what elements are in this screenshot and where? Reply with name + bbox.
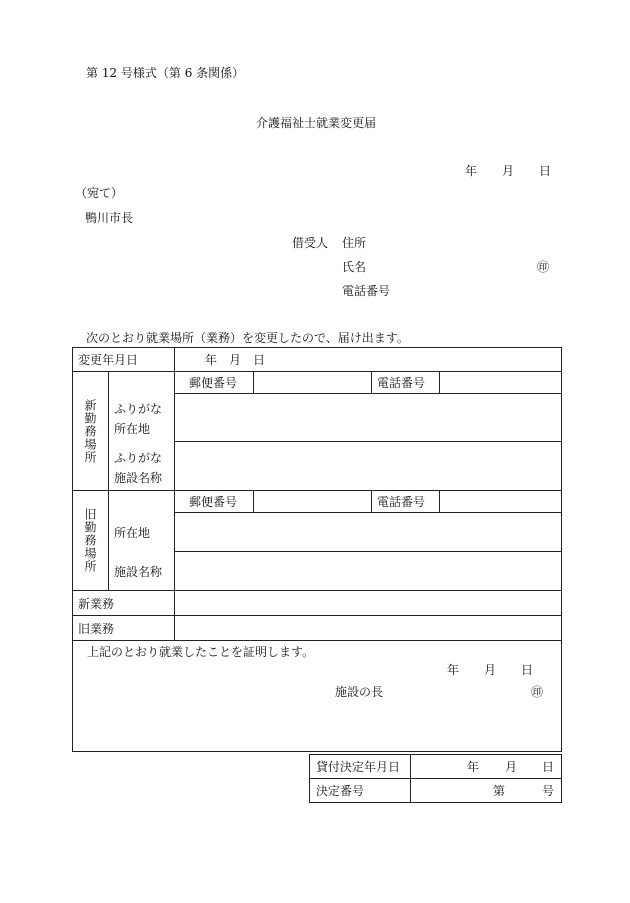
new-postal-field[interactable] xyxy=(254,372,372,394)
applicant-name-label: 氏名 xyxy=(342,260,367,274)
applicant-phone-label: 電話番号 xyxy=(342,284,391,298)
decision-number-field[interactable] xyxy=(411,779,562,803)
document-title: 介護福祉士就業変更届 xyxy=(256,116,377,130)
submission-month-label: 月 xyxy=(502,164,515,178)
change-date-row xyxy=(73,348,562,372)
new-postal-row xyxy=(73,372,562,394)
applicant-role-label: 借受人 xyxy=(292,236,329,250)
change-date-label: 変更年月日 xyxy=(73,348,175,372)
addressee-recipient: 鴨川市長 xyxy=(85,211,134,225)
decision-table xyxy=(309,754,562,803)
certification-month-label: 月 xyxy=(484,663,497,677)
applicant-seal-icon: ㊞ xyxy=(537,260,550,274)
applicant-address-label: 住所 xyxy=(342,236,367,250)
old-work-field[interactable] xyxy=(175,616,562,641)
old-phone-label: 電話番号 xyxy=(372,491,440,513)
new-work-label: 新業務 xyxy=(73,591,175,616)
decision-number-label: 決定番号 xyxy=(310,779,411,803)
new-work-field[interactable] xyxy=(175,591,562,616)
decision-day-label: 日 xyxy=(542,759,555,774)
change-date-value[interactable]: 年 月 日 xyxy=(175,348,562,372)
certification-text: 上記のとおり就業したことを証明します。 xyxy=(87,645,315,659)
new-work-location-label: 新勤務場所 xyxy=(73,372,109,491)
decision-date-field[interactable] xyxy=(411,755,562,779)
old-location-field[interactable] xyxy=(175,513,562,552)
form-number: 第 12 号様式（第 6 条関係） xyxy=(86,66,245,80)
new-facility-furigana: ふりがな xyxy=(114,451,163,465)
facility-head-label: 施設の長 xyxy=(335,685,384,699)
certification-cell xyxy=(73,641,562,752)
old-location-label: 所在地 xyxy=(114,526,151,540)
decision-number-prefix: 第 xyxy=(493,783,506,798)
decision-year-label: 年 xyxy=(467,759,480,774)
decision-number-suffix: 号 xyxy=(542,783,555,798)
decision-number-row xyxy=(310,779,562,803)
addressee-to: （宛て） xyxy=(75,186,124,200)
old-postal-label: 郵便番号 xyxy=(175,491,254,513)
new-location-label: 所在地 xyxy=(114,422,151,436)
old-postal-field[interactable] xyxy=(254,491,372,513)
old-work-label: 旧業務 xyxy=(73,616,175,641)
old-work-row xyxy=(73,616,562,641)
new-facility-label: 施設名称 xyxy=(114,471,163,485)
submission-year-label: 年 xyxy=(465,164,478,178)
new-work-row xyxy=(73,591,562,616)
new-location-field[interactable] xyxy=(175,394,562,442)
facility-head-seal-icon: ㊞ xyxy=(531,685,544,699)
certification-day-label: 日 xyxy=(521,663,534,677)
new-phone-field[interactable] xyxy=(440,372,562,394)
old-phone-field[interactable] xyxy=(440,491,562,513)
new-facility-field[interactable] xyxy=(175,442,562,491)
decision-month-label: 月 xyxy=(505,759,518,774)
old-work-location-label: 旧勤務場所 xyxy=(73,491,109,591)
decision-date-row xyxy=(310,755,562,779)
intro-text: 次のとおり就業場所（業務）を変更したので、届け出ます。 xyxy=(86,331,409,345)
certification-year-label: 年 xyxy=(447,663,460,677)
old-facility-label: 施設名称 xyxy=(114,565,163,579)
new-location-furigana: ふりがな xyxy=(114,402,163,416)
old-facility-field[interactable] xyxy=(175,552,562,591)
submission-day-label: 日 xyxy=(539,164,552,178)
new-phone-label: 電話番号 xyxy=(372,372,440,394)
old-postal-row xyxy=(73,491,562,513)
decision-date-label: 貸付決定年月日 xyxy=(310,755,411,779)
certification-row xyxy=(73,641,562,752)
new-postal-label: 郵便番号 xyxy=(175,372,254,394)
